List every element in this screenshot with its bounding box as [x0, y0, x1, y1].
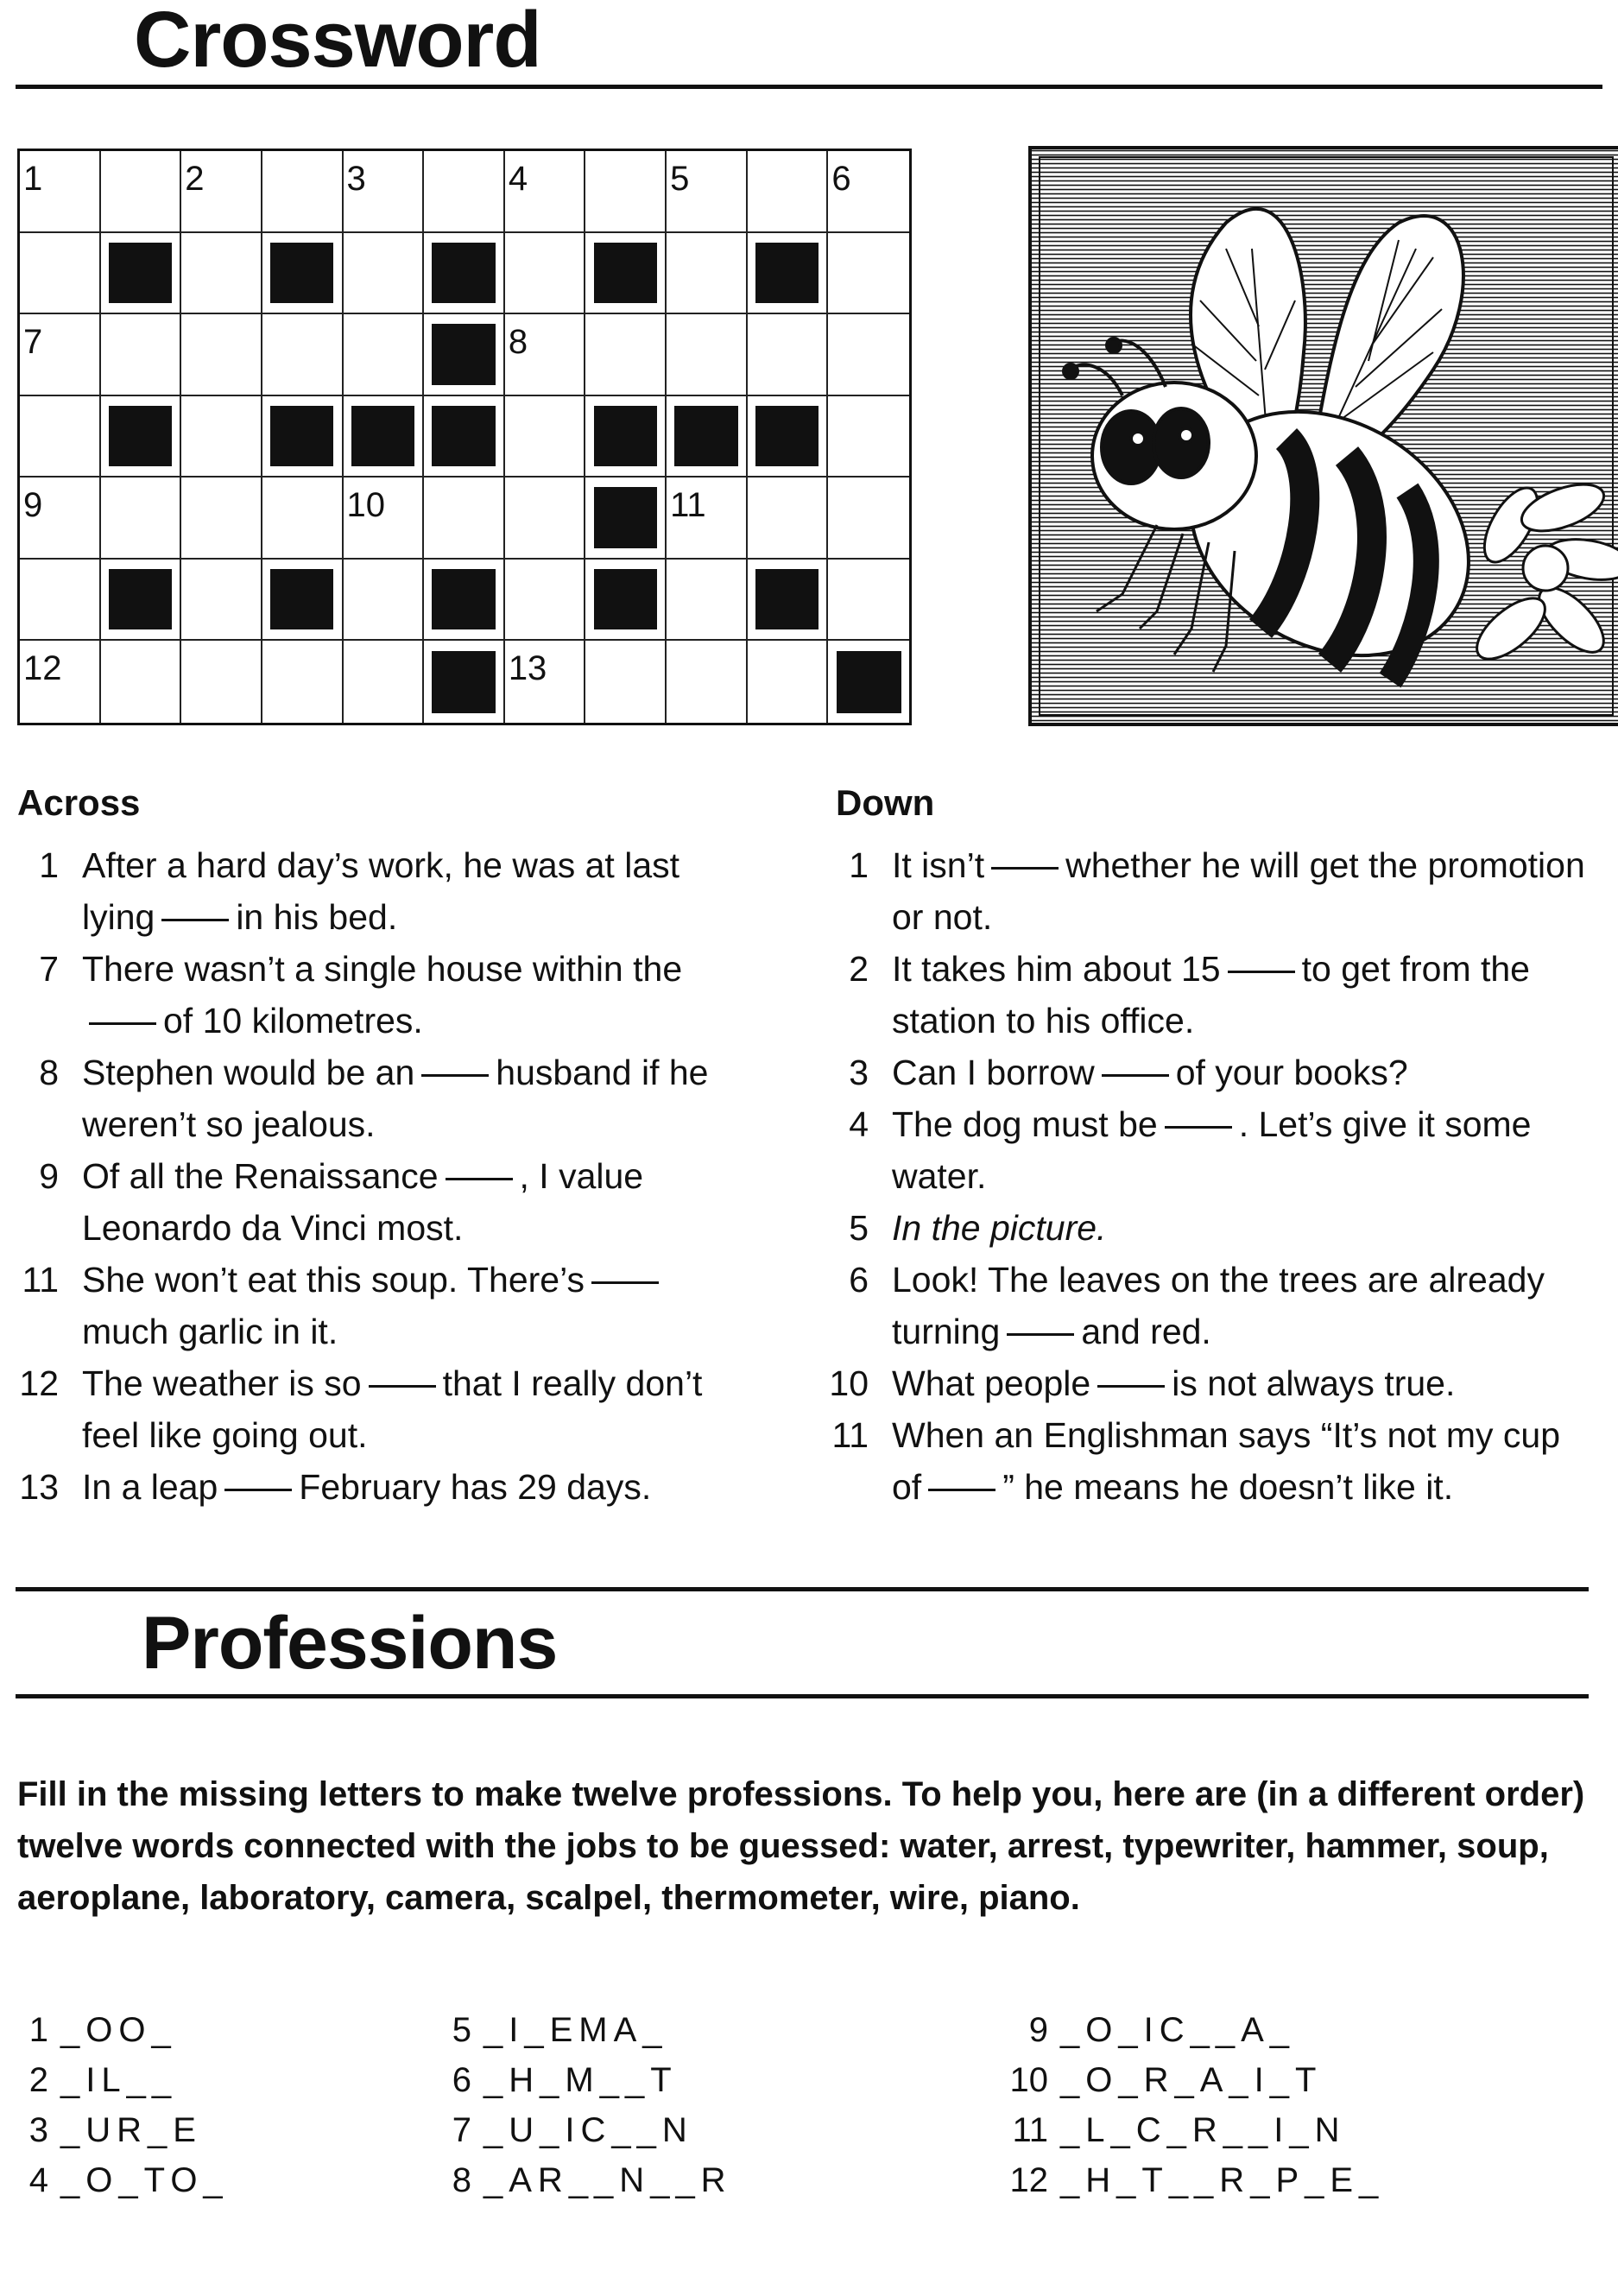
bee-on-flower-illustration [1027, 145, 1618, 727]
grid-cell-black [585, 396, 667, 478]
profession-number: 4 [28, 2161, 48, 2199]
clue-number: 13 [19, 1467, 59, 1507]
clue-text: . Let’s give it some water. [892, 1104, 1532, 1196]
grid-cell-black [585, 233, 667, 315]
profession-number: 5 [452, 2011, 471, 2049]
professions-instructions: Fill in the missing letters to make twelve professions. To help you, here are (in a different order) twelve words connected with the jobs to be guessed: water, arrest, typewriter, hammer, soup, aeroplane, laboratory, camera, scalpel, thermometer, wire, piano. [17, 1775, 1585, 1917]
clue-text: The dog must be [892, 1104, 1158, 1144]
profession-item [1008, 2155, 1384, 2205]
clue-number: 4 [849, 1104, 869, 1144]
professions-top-rule [16, 1587, 1589, 1591]
grid-cell[interactable] [505, 641, 586, 723]
grid-cell-black [424, 560, 505, 642]
grid-cell-black [748, 560, 829, 642]
profession-item [432, 2155, 732, 2205]
grid-cell[interactable] [828, 233, 909, 315]
grid-cell[interactable] [828, 478, 909, 560]
black-square [270, 406, 333, 466]
profession-item [432, 2005, 732, 2055]
clue-number: 11 [22, 1260, 59, 1300]
clue-number: 1 [39, 845, 59, 885]
profession-number: 3 [28, 2111, 48, 2149]
grid-cell-black [585, 560, 667, 642]
grid-cell[interactable] [20, 233, 101, 315]
black-square [270, 243, 333, 303]
clue-number: 6 [849, 1260, 869, 1300]
cell-number: 12 [23, 649, 62, 688]
black-square [109, 406, 172, 466]
grid-cell[interactable] [344, 314, 425, 396]
grid-cell[interactable] [101, 151, 182, 233]
grid-cell[interactable] [20, 478, 101, 560]
answer-blank [928, 1488, 995, 1491]
profession-pattern: _UR_E [60, 2111, 202, 2149]
grid-cell[interactable] [101, 641, 182, 723]
clue-text: Of all the Renaissance [82, 1156, 439, 1196]
grid-cell[interactable] [181, 396, 262, 478]
answer-blank [89, 1021, 156, 1025]
profession-pattern: _I_EMA_ [484, 2011, 668, 2049]
profession-pattern: _OO_ [60, 2011, 177, 2049]
clue-text: Stephen would be an [82, 1053, 415, 1092]
grid-cell-black [667, 396, 748, 478]
grid-cell[interactable] [828, 560, 909, 642]
grid-cell[interactable] [262, 151, 344, 233]
clue-text: What people [892, 1363, 1091, 1403]
black-square [837, 651, 901, 713]
grid-cell[interactable] [262, 641, 344, 723]
grid-cell[interactable] [20, 560, 101, 642]
black-square [432, 324, 495, 384]
grid-cell-black [748, 396, 829, 478]
bee-picture [1027, 145, 1618, 727]
grid-cell[interactable] [505, 478, 586, 560]
cell-number: 10 [346, 486, 386, 525]
grid-cell[interactable] [505, 396, 586, 478]
grid-cell-black [344, 396, 425, 478]
cell-number: 6 [831, 160, 851, 198]
profession-number: 7 [452, 2111, 471, 2149]
profession-item [9, 2005, 229, 2055]
cell-number: 1 [23, 160, 43, 198]
answer-blank [1102, 1073, 1169, 1077]
clue-text: It isn’t [892, 845, 985, 885]
grid-cell-black [748, 233, 829, 315]
black-square [755, 243, 818, 303]
grid-cell[interactable] [344, 641, 425, 723]
clue-item [17, 1254, 751, 1357]
black-square [432, 651, 495, 713]
clue-item [827, 839, 1587, 943]
profession-pattern: _IL__ [60, 2061, 178, 2099]
answer-blank [224, 1488, 292, 1491]
profession-number: 6 [452, 2061, 471, 2099]
grid-cell[interactable] [505, 233, 586, 315]
crossword-title-rule [16, 85, 1602, 89]
clue-text: in his bed. [236, 897, 398, 937]
cell-number: 3 [346, 160, 366, 198]
answer-blank [1165, 1125, 1232, 1129]
clue-number: 2 [849, 949, 869, 989]
professions-title-rule [16, 1694, 1589, 1698]
grid-cell[interactable] [667, 233, 748, 315]
profession-number: 11 [1012, 2111, 1048, 2149]
grid-cell[interactable] [585, 314, 667, 396]
clue-text: ” he means he doesn’t like it. [1002, 1467, 1454, 1507]
professions-title: Professions [142, 1602, 558, 1685]
profession-number: 10 [1009, 2061, 1048, 2099]
grid-cell[interactable] [748, 478, 829, 560]
answer-blank [1007, 1332, 1074, 1336]
clue-text: is not always true. [1172, 1363, 1456, 1403]
clue-item [827, 1047, 1587, 1098]
answer-blank [421, 1073, 489, 1077]
profession-pattern: _AR__N__R [484, 2161, 732, 2199]
clue-item [17, 1461, 751, 1513]
clue-item [17, 1047, 751, 1150]
grid-cell-black [101, 233, 182, 315]
grid-cell[interactable] [20, 151, 101, 233]
grid-cell[interactable] [505, 314, 586, 396]
profession-item [9, 2055, 229, 2105]
clue-item [827, 943, 1587, 1047]
grid-cell[interactable] [344, 233, 425, 315]
answer-blank [991, 866, 1059, 870]
answer-blank [591, 1281, 659, 1284]
profession-item [432, 2055, 732, 2105]
clue-number: 9 [39, 1156, 59, 1196]
clue-number: 12 [19, 1363, 59, 1403]
clue-number: 1 [849, 845, 869, 885]
cell-number: 7 [23, 323, 43, 362]
grid-cell[interactable] [667, 641, 748, 723]
black-square [594, 406, 657, 466]
profession-number: 8 [452, 2161, 471, 2199]
clue-text: , I value Leonardo da Vinci most. [82, 1156, 644, 1248]
cell-number: 13 [508, 649, 547, 688]
clue-number: 7 [39, 949, 59, 989]
cell-number: 11 [670, 486, 706, 525]
profession-item [1008, 2005, 1384, 2055]
clue-text: The weather is so [82, 1363, 362, 1403]
grid-cell[interactable] [181, 478, 262, 560]
clue-text: much garlic in it. [82, 1312, 338, 1351]
professions-column-3 [1008, 2005, 1384, 2205]
clue-text: Look! The leaves on the trees are already turning [892, 1260, 1545, 1351]
profession-item [432, 2105, 732, 2155]
across-clues [17, 839, 751, 1513]
grid-cell-black [585, 478, 667, 560]
black-square [432, 243, 495, 303]
black-square [594, 569, 657, 629]
grid-cell-black [424, 233, 505, 315]
grid-cell[interactable] [667, 478, 748, 560]
grid-cell[interactable] [262, 314, 344, 396]
profession-number: 12 [1009, 2161, 1048, 2199]
answer-blank [446, 1177, 513, 1180]
cell-number: 4 [508, 160, 528, 198]
answer-blank [1097, 1384, 1165, 1388]
clue-number: 8 [39, 1053, 59, 1092]
cell-number: 8 [508, 323, 528, 362]
clue-text: to get from the station to his office. [892, 949, 1530, 1040]
black-square [594, 487, 657, 547]
grid-cell-black [424, 396, 505, 478]
clue-text: In the picture. [892, 1208, 1107, 1248]
profession-item [9, 2105, 229, 2155]
clue-item [827, 1254, 1587, 1357]
grid-cell[interactable] [424, 478, 505, 560]
grid-cell[interactable] [667, 560, 748, 642]
clue-item [827, 1409, 1587, 1513]
clue-text: Can I borrow [892, 1053, 1095, 1092]
grid-cell[interactable] [181, 560, 262, 642]
grid-cell[interactable] [344, 478, 425, 560]
clue-item [827, 1357, 1587, 1409]
grid-cell[interactable] [748, 641, 829, 723]
clue-text: When an Englishman says “It’s not my cup of [892, 1415, 1561, 1507]
clue-text: that I really don’t feel like going out. [82, 1363, 703, 1455]
grid-cell[interactable] [181, 233, 262, 315]
grid-cell[interactable] [344, 560, 425, 642]
professions-column-2 [432, 2005, 732, 2205]
profession-number: 9 [1028, 2011, 1048, 2049]
down-heading: Down [836, 782, 935, 823]
black-square [755, 406, 818, 466]
clue-text: It takes him about 15 [892, 949, 1221, 989]
grid-cell[interactable] [748, 314, 829, 396]
clue-text: of your books? [1175, 1053, 1408, 1092]
clue-item [827, 1098, 1587, 1202]
crossword-grid [17, 149, 912, 725]
profession-pattern: _L_C_R__I_N [1060, 2111, 1346, 2149]
profession-pattern: _O_TO_ [60, 2161, 229, 2199]
profession-pattern: _U_IC__N [484, 2111, 693, 2149]
clue-text: of 10 kilometres. [163, 1001, 423, 1040]
profession-item [1008, 2105, 1384, 2155]
black-square [270, 569, 333, 629]
crossword-title: Crossword [134, 0, 541, 84]
clue-text: She won’t eat this soup. There’s [82, 1260, 585, 1300]
answer-blank [161, 918, 229, 921]
clue-number: 5 [849, 1208, 869, 1248]
clue-number: 3 [849, 1053, 869, 1092]
grid-cell[interactable] [585, 151, 667, 233]
black-square [109, 569, 172, 629]
profession-item [1008, 2055, 1384, 2105]
clue-text: and red. [1081, 1312, 1211, 1351]
grid-cell-black [262, 560, 344, 642]
black-square [755, 569, 818, 629]
clue-item [17, 1150, 751, 1254]
grid-cell-black [828, 641, 909, 723]
clue-item [827, 1202, 1587, 1254]
across-heading: Across [17, 782, 141, 823]
grid-cell[interactable] [828, 151, 909, 233]
black-square [674, 406, 737, 466]
grid-cell-black [424, 314, 505, 396]
clue-text: There wasn’t a single house within the [82, 949, 683, 989]
profession-item [9, 2155, 229, 2205]
black-square [432, 406, 495, 466]
down-clues [827, 839, 1587, 1513]
grid-cell[interactable] [344, 151, 425, 233]
cell-number: 9 [23, 486, 43, 525]
grid-cell[interactable] [101, 314, 182, 396]
grid-cell[interactable] [667, 151, 748, 233]
clue-item [17, 943, 751, 1047]
grid-cell[interactable] [181, 151, 262, 233]
clue-text: whether he will get the promotion or not. [892, 845, 1585, 937]
black-square [432, 569, 495, 629]
grid-cell[interactable] [667, 314, 748, 396]
profession-number: 1 [28, 2011, 48, 2049]
black-square [351, 406, 414, 466]
grid-cell[interactable] [505, 560, 586, 642]
grid-cell[interactable] [505, 151, 586, 233]
clue-text: husband if he weren’t so jealous. [82, 1053, 709, 1144]
grid-cell-black [262, 396, 344, 478]
black-square [109, 243, 172, 303]
answer-blank [1228, 970, 1295, 973]
grid-cell[interactable] [181, 641, 262, 723]
cell-number: 5 [670, 160, 690, 198]
clue-text: After a hard day’s work, he was at last lying [82, 845, 680, 937]
clue-number: 10 [829, 1363, 869, 1403]
profession-pattern: _O_IC__A_ [1060, 2011, 1296, 2049]
answer-blank [369, 1384, 436, 1388]
grid-cell[interactable] [20, 396, 101, 478]
profession-number: 2 [28, 2061, 48, 2099]
clue-item [17, 839, 751, 943]
profession-pattern: _O_R_A_I_T [1060, 2061, 1323, 2099]
grid-cell-black [424, 641, 505, 723]
black-square [594, 243, 657, 303]
grid-cell[interactable] [585, 641, 667, 723]
clue-number: 11 [831, 1415, 869, 1455]
grid-cell[interactable] [262, 478, 344, 560]
grid-cell[interactable] [828, 314, 909, 396]
grid-cell[interactable] [828, 396, 909, 478]
clue-text: In a leap [82, 1467, 218, 1507]
grid-cell-black [101, 560, 182, 642]
professions-column-1 [9, 2005, 229, 2205]
grid-cell[interactable] [748, 151, 829, 233]
grid-cell-black [101, 396, 182, 478]
profession-pattern: _H_M__T [484, 2061, 678, 2099]
clue-item [17, 1357, 751, 1461]
cell-number: 2 [185, 160, 205, 198]
grid-cell[interactable] [424, 151, 505, 233]
grid-cell-black [262, 233, 344, 315]
grid-cell[interactable] [20, 641, 101, 723]
grid-cell[interactable] [181, 314, 262, 396]
profession-pattern: _H_T__R_P_E_ [1060, 2161, 1385, 2199]
clue-text: February has 29 days. [299, 1467, 652, 1507]
grid-cell[interactable] [20, 314, 101, 396]
grid-cell[interactable] [101, 478, 182, 560]
